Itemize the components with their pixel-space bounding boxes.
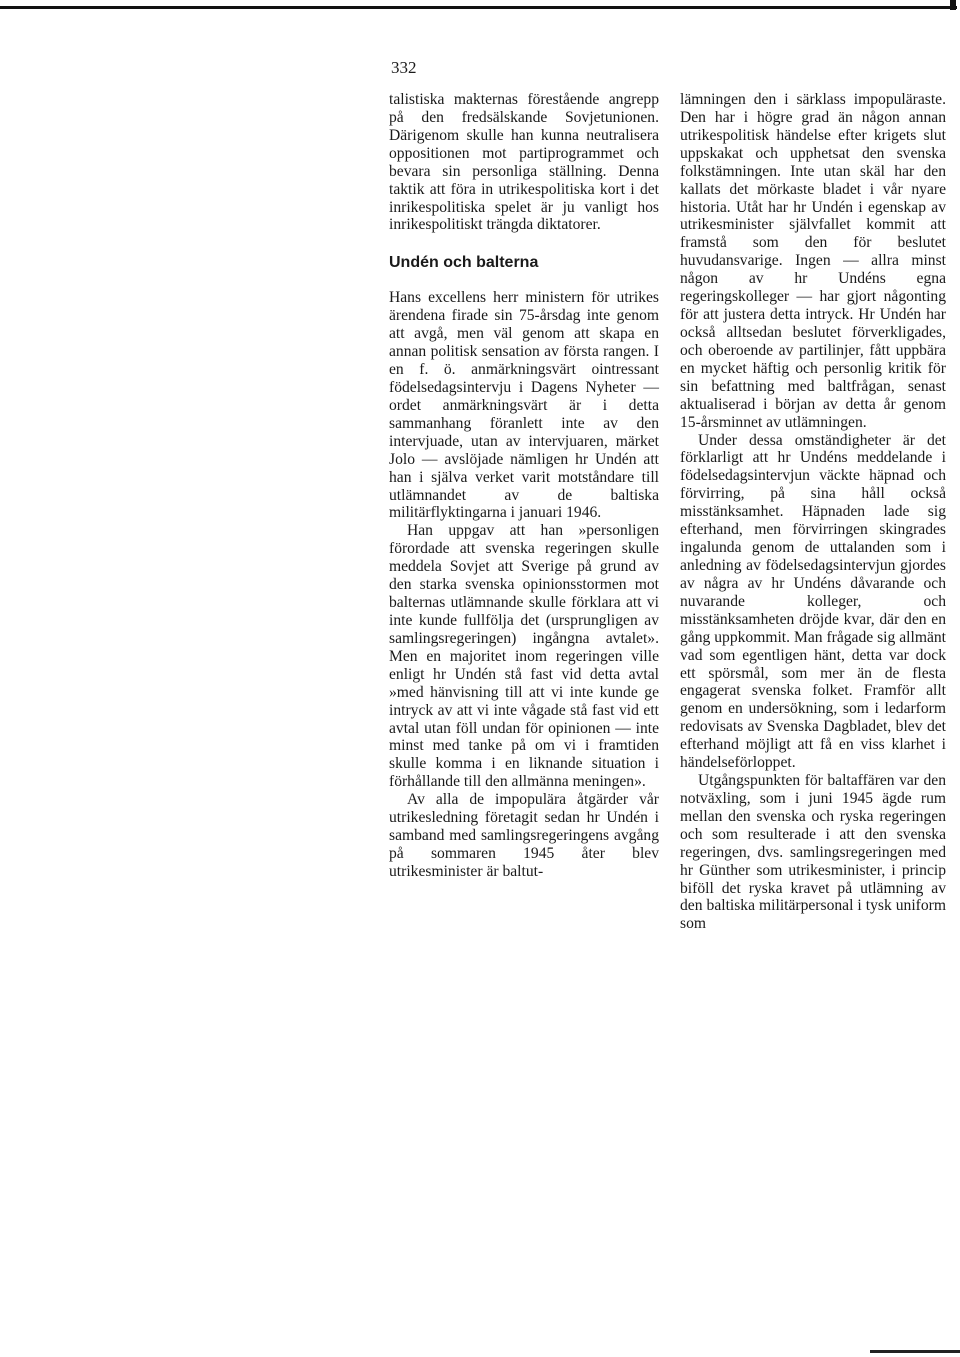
page-number: 332: [391, 58, 417, 77]
left-paragraph-4: Av alla de impopulära åtgärder vår utrikesledning företagit sedan hr Undén i samband med samlingsregeringens avgång på sommaren 1945 åter blev utrikesminister är baltut-: [389, 791, 659, 880]
left-paragraph-2: Hans excellens herr ministern för utrikes ärendena firade sin 75-årsdag inte genom att avgå, men väl genom att skapa en annan politisk sensation av första rangen. I en f. ö. anmärkningsvärt ointressant födelsedagsintervju i Dagens Nyheter — ordet anmärkningsvärt är i detta sammanhang föranlett inte av den intervjuade, utan av intervjuaren, märket Jolo — avslöjade nämligen hr Undén att han i själva verket varit motståndare till utlämnandet av de baltiska militärflyktingarna i januari 1946.: [389, 289, 659, 522]
heading-spacer-bottom: [389, 272, 659, 289]
top-rule-cap: [950, 0, 956, 10]
left-column: [389, 91, 659, 881]
right-column: [680, 91, 946, 933]
right-paragraph-3: Utgångspunkten för baltaffären var den notväxling, som i juni 1945 ägde rum mellan den svenska och ryska regeringen och som resulterade i att den svenska regeringen, dvs. samlingsregeringen med hr Günther som utrikesminister, i princip biföll det ryska kravet på utlämning av den baltiska militärpersonal i tysk uniform som: [680, 772, 946, 933]
right-paragraph-1: lämningen den i särklass impopuläraste. Den har i högre grad än någon annan utrikespolitisk händelse efter krigets slut uppskakat och upphetsat den svenska folkstämningen. Inte utan skäl har den kallats det mörkaste bladet i vår nyare historia. Utåt har hr Undén i egenskap av utrikesminister självfallet kommit att framstå som den för beslutet huvudansvarige. Ingen — allra minst någon av hr Undéns egna regeringskolleger — har gjort någonting för att justera detta intryck. Hr Undén har också alltsedan beslutet förverkligades, och oberoende av partilinjer, fått uppbära en mycket häftig och personlig kritik för sin befattning med baltfrågan, senast aktualiserad i början av detta år genom 15-årsminnet av utlämningen.: [680, 91, 946, 431]
top-rule: [0, 6, 957, 9]
left-paragraph-3: Han uppgav att han »personligen förordade att svenska regeringen skulle meddela Sovjet att Sverige på grund av den starka svenska opinionsstormen mot balternas utlämnande skulle förklara att vi inte kunde fullfölja det (ursprungligen av samlingsregeringen) ingångna avtalet». Men en majoritet inom regeringen ville enligt hr Undén stå fast vid detta avtal »med hänvisning till att vi inte kunde ge intryck av att vi inte vågade stå fast vid ett avtal utan föll undan för opinionen — inte minst med tanke på om vi i framtiden skulle komma i en liknande situation i förhållande till den allmänna meningen».: [389, 522, 659, 791]
section-heading: Undén och balterna: [389, 254, 539, 272]
left-paragraph-1: talistiska makternas förestående angrepp på den fredsälskande Sovjetunionen. Därigenom skulle han kunna neutralisera oppositionen mot partiprogrammet och bevara sin personliga ställning. Denna taktik att föra in utrikespolitiska kort i det inrikespolitiska spelet är ju vanligt hos inrikespolitiskt trängda diktatorer.: [389, 91, 659, 234]
bottom-rule: [870, 1350, 960, 1353]
heading-spacer-top: [389, 234, 659, 254]
right-paragraph-2: Under dessa omständigheter är det förklarligt att hr Undéns meddelande i födelsedagsintervjun väckte häpnad och förvirring, på sina håll också misstänksamhet. Häpnaden lade sig efterhand, men förvirringen skingrades ingalunda genom de uttalanden som i anledning av födelsedagsintervjun gjordes av några av hr Undéns dåvarande och nuvarande kolleger, och misstänksamheten dröjde kvar, där den en gång uppkommit. Man frågade sig allmänt vad som egentligen hänt, detta var dock ett spörsmål, som mer än de flesta engagerat svenska folket. Framför allt genom en undersökning, som i ledarform redovisats av Svenska Dagbladet, blev det efterhand möjligt att få en viss klarhet i händelseförloppet.: [680, 431, 946, 772]
